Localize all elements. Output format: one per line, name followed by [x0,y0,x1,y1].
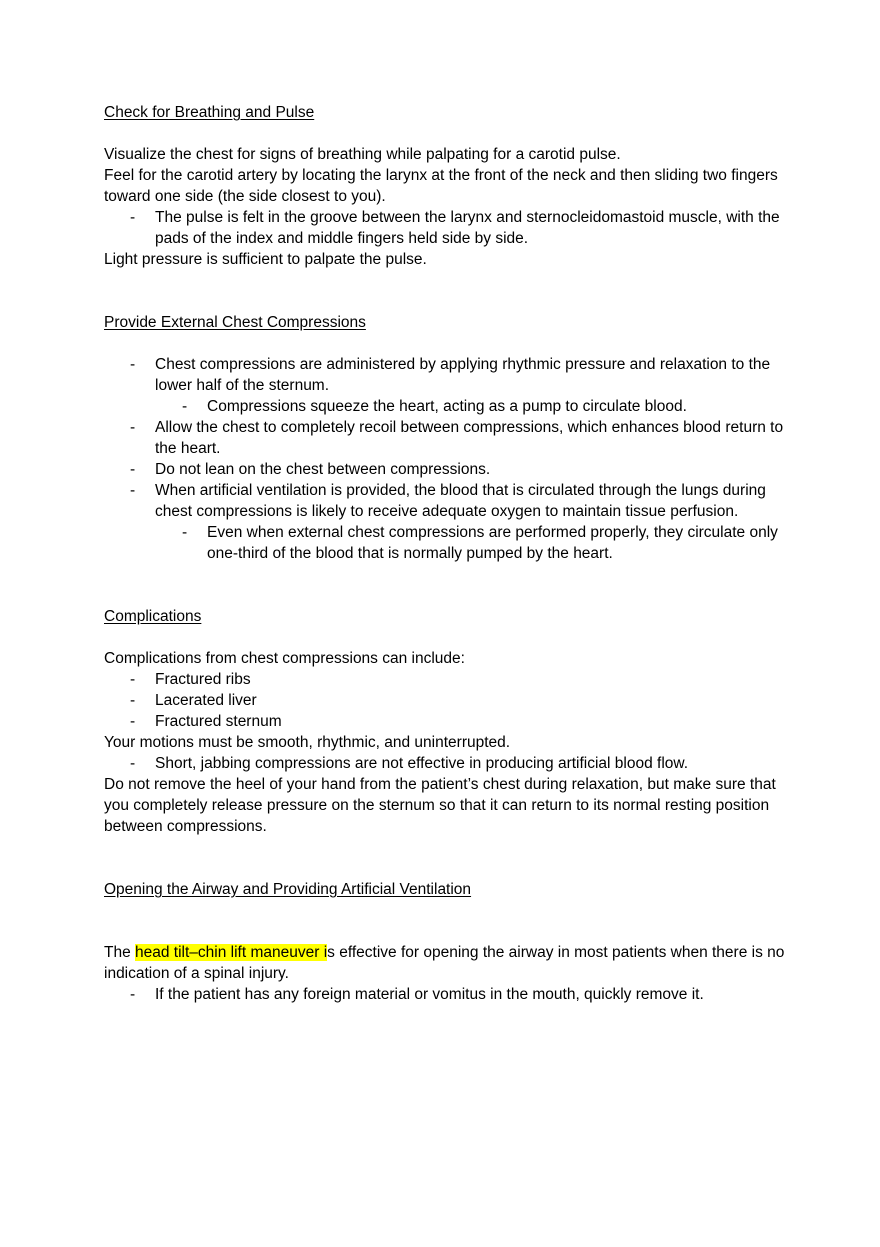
section-heading-complications: Complications [104,608,202,625]
section-heading-breathing-pulse: Check for Breathing and Pulse [104,104,315,121]
list-item: - Lacerated liver [104,690,794,711]
paragraph: Feel for the carotid artery by locating the larynx at the front of the neck and then sliding two fingers toward one side (the side closest to you). [104,167,778,205]
sub-list-item: - Even when external chest compressions are performed properly, they circulate only one-third of the blood that is normally pumped by the heart. [104,522,794,564]
list-item: - Fractured ribs [104,669,794,690]
list-item: - Allow the chest to completely recoil between compressions, which enhances blood return to the heart. [104,417,794,459]
list-item: - Fractured sternum [104,711,794,732]
paragraph: Your motions must be smooth, rhythmic, and uninterrupted. [104,734,511,751]
list-item: - When artificial ventilation is provided, the blood that is circulated through the lungs during chest compressions is likely to receive adequate oxygen to maintain tissue perfusion. [104,480,794,522]
paragraph: Complications from chest compressions can include: [104,650,465,667]
paragraph: Do not remove the heel of your hand from the patient’s chest during relaxation, but make sure that you completely release pressure on the sternum so that it can return to its normal resting position between compressions. [104,776,776,835]
section-heading-chest-compressions: Provide External Chest Compressions [104,314,366,331]
sub-list-item: - Compressions squeeze the heart, acting as a pump to circulate blood. [104,396,794,417]
list-item: - Chest compressions are administered by applying rhythmic pressure and relaxation to the lower half of the sternum. [104,354,794,396]
list-item: - If the patient has any foreign material or vomitus in the mouth, quickly remove it. [104,984,794,1005]
document-page [104,102,794,1005]
paragraph: Light pressure is sufficient to palpate the pulse. [104,251,427,268]
list-item: - Do not lean on the chest between compressions. [104,459,794,480]
highlighted-text: head tilt–chin lift maneuver i [135,944,328,961]
section-heading-airway-ventilation: Opening the Airway and Providing Artificial Ventilation [104,881,472,898]
text-run: The [104,944,136,961]
paragraph-head-tilt [104,942,794,984]
text-run: s effective for opening the airway in most patients when there is no indication of a spinal injury. [104,944,785,982]
paragraph: Visualize the chest for signs of breathing while palpating for a carotid pulse. [104,146,621,163]
list-item: - The pulse is felt in the groove between the larynx and sternocleidomastoid muscle, with the pads of the index and middle fingers held side by side. [104,207,794,249]
list-item: - Short, jabbing compressions are not effective in producing artificial blood flow. [104,753,794,774]
